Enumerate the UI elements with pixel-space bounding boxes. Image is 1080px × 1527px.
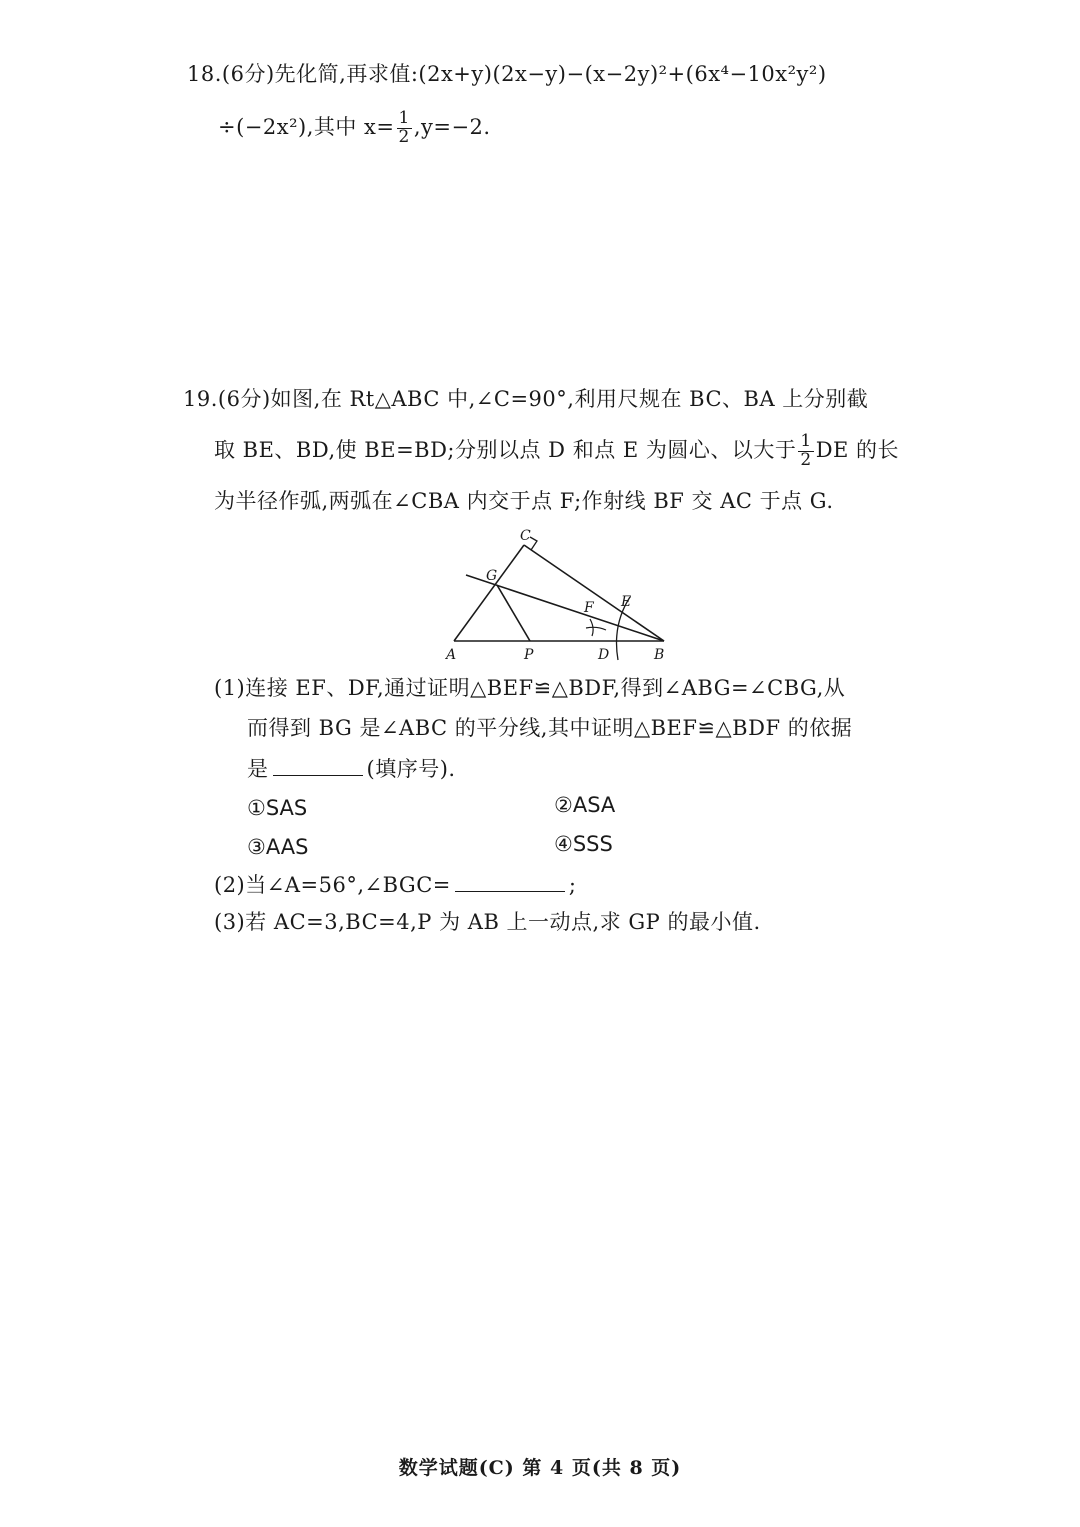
option-4: ④SSS xyxy=(554,832,613,856)
label-f: F xyxy=(584,600,594,616)
segment-gp xyxy=(497,585,530,641)
q19-line1: 19.(6分)如图,在 Rt△ABC 中,∠C=90°,利用尺规在 BC、BA 上分别截 xyxy=(183,387,869,411)
q18-line2-b: ,y=−2. xyxy=(413,114,491,139)
right-angle-mark xyxy=(530,537,537,550)
q19-fraction xyxy=(798,433,813,470)
q18-fraction xyxy=(397,110,412,147)
q19-frac-den: 2 xyxy=(800,449,812,470)
geometry-figure xyxy=(430,520,690,665)
q19-line2 xyxy=(214,433,899,470)
q19-line2-a: 取 BE、BD,使 BE=BD;分别以点 D 和点 E 为圆心、以大于 xyxy=(214,437,797,462)
ray-bf xyxy=(466,575,664,641)
q19-line2-b: DE 的长 xyxy=(815,437,900,462)
q18-frac-num: 1 xyxy=(398,108,410,128)
q19-part1-line3 xyxy=(247,757,456,782)
answer-blank-2[interactable] xyxy=(455,873,565,892)
q18-line1: 18.(6分)先化简,再求值:(2x+y)(2x−y)−(x−2y)²+(6x⁴−10x²y²) xyxy=(187,62,827,86)
q18-line2 xyxy=(218,110,491,147)
label-d: D xyxy=(598,647,610,663)
q19-part1-line3-a: 是 xyxy=(247,757,269,781)
segment-ac xyxy=(454,545,524,641)
q19-part1-line2: 而得到 BG 是∠ABC 的平分线,其中证明△BEF≌△BDF 的依据 xyxy=(247,716,853,740)
q18-line2-a: ÷(−2x²),其中 x= xyxy=(218,114,395,139)
page-footer: 数学试题(C) 第 4 页(共 8 页) xyxy=(398,1457,682,1479)
q19-part1-line3-b: (填序号). xyxy=(366,757,456,781)
label-g: G xyxy=(486,568,498,584)
segment-bc xyxy=(524,545,664,641)
label-e: E xyxy=(621,594,632,610)
q19-line3: 为半径作弧,两弧在∠CBA 内交于点 F;作射线 BF 交 AC 于点 G. xyxy=(214,489,834,513)
q18-frac-den: 2 xyxy=(398,126,410,147)
arc-f-2 xyxy=(586,627,606,630)
q19-part2-b: ; xyxy=(568,873,577,897)
option-2: ②ASA xyxy=(554,793,616,817)
q19-part1-line1: (1)连接 EF、DF,通过证明△BEF≌△BDF,得到∠ABG=∠CBG,从 xyxy=(214,676,846,700)
answer-blank-1[interactable] xyxy=(273,757,363,776)
q19-part3: (3)若 AC=3,BC=4,P 为 AB 上一动点,求 GP 的最小值. xyxy=(214,910,761,934)
q19-frac-num: 1 xyxy=(800,431,812,451)
label-b: B xyxy=(654,647,665,663)
label-a: A xyxy=(446,647,457,663)
label-c: C xyxy=(520,528,531,544)
q19-part2-a: (2)当∠A=56°,∠BGC= xyxy=(214,873,451,897)
q19-part2 xyxy=(214,873,576,898)
option-3: ③AAS xyxy=(247,835,309,859)
option-1: ①SAS xyxy=(247,796,308,820)
label-p: P xyxy=(524,647,534,663)
